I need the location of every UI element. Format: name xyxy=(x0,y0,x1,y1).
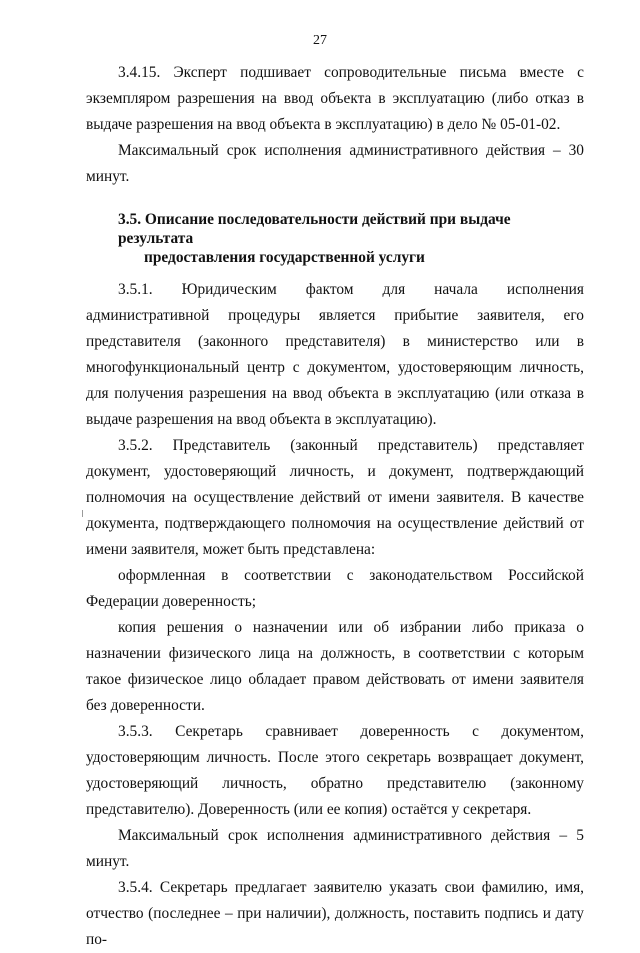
section-heading-line1: 3.5. Описание последовательности действий при выдаче результата xyxy=(118,211,511,247)
page-number: 27 xyxy=(313,33,327,48)
paragraph-3-5-1: 3.5.1. Юридическим фактом для начала исполнения административной процедуры является прибытие заявителя, его представителя (законного представителя) в министерство или в многофункциональный центр с документом, удостоверяющим личность, для получения разрешения на ввод объекта в эксплуатацию (или отказа в выдаче разрешения на ввод объекта в эксплуатацию). xyxy=(86,281,584,428)
section-heading-line2: предоставления государственной услуги xyxy=(144,249,425,266)
paragraph-3-5-3: 3.5.3. Секретарь сравнивает доверенность с документом, удостоверяющим личность. После этого секретарь возвращает документ, удостоверяющий личность, обратно представителю (законному представителю). Доверенность (или ее копия) остаётся у секретаря. xyxy=(86,723,584,818)
list-item-appointment-copy: копия решения о назначении или об избрании либо приказа о назначении физического лица на должность, в соответствии с которым такое физическое лицо обладает правом действовать от имени заявителя без доверенности. xyxy=(86,619,584,714)
paragraph-time-limit-5: Максимальный срок исполнения административного действия – 5 минут. xyxy=(86,827,584,870)
document-body xyxy=(86,60,584,953)
list-item-power-of-attorney: оформленная в соответствии с законодательством Российской Федерации доверенность; xyxy=(86,567,584,610)
paragraph-3-5-2: 3.5.2. Представитель (законный представитель) представляет документ, удостоверяющий личность, и документ, подтверждающий полномочия на осуществление действий от имени заявителя. В качестве документа, подтверждающего полномочия на осуществление действий от имени заявителя, может быть представлена: xyxy=(86,437,584,558)
section-heading-3-5 xyxy=(86,210,584,267)
paragraph-time-limit-30: Максимальный срок исполнения административного действия – 30 минут. xyxy=(86,142,584,185)
margin-mark xyxy=(82,510,83,517)
paragraph-3-4-15: 3.4.15. Эксперт подшивает сопроводительные письма вместе с экземпляром разрешения на ввод объекта в эксплуатацию (либо отказ в выдаче разрешения на ввод объекта в эксплуатацию) в дело № 05-01-02. xyxy=(86,64,584,133)
paragraph-3-5-4: 3.5.4. Секретарь предлагает заявителю указать свои фамилию, имя, отчество (последнее – при наличии), должность, поставить подпись и дату по- xyxy=(86,879,584,948)
